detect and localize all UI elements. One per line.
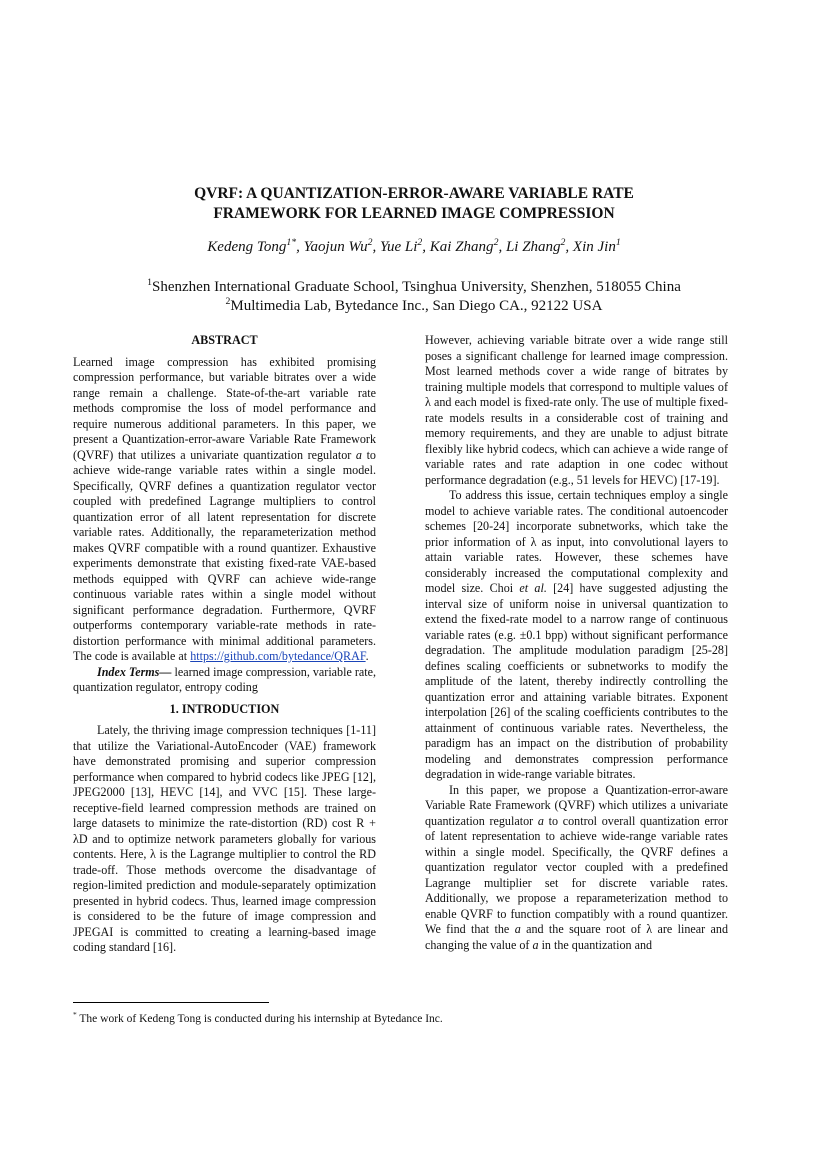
affiliation-2: $^2$Multimedia Lab, Bytedance Inc., San Diego CA., 92122 USA <box>225 296 603 314</box>
introduction-paragraph: Lately, the thriving image compression techniques [1-11] that utilize the Variational-AutoEncoder (VAE) framework have demonstrated promising and superior compression performance when compared to hybrid codecs like JPEG [12], JPEG2000 [13], HEVC [14], and VVC [15]. These large-receptive-field learned compression methods are trained on large datasets to minimize the rate-distortion (RD) cost R + λD and to optimize network parameters globally for various contents. Here, λ is the Lagrange multiplier to control the RD trade-off. Those methods overcome the disadvantage of region-limited prediction and module-separately optimization presented in hybrid codecs. Thus, learned image compression is considered to be the future of image compression and JPEGAI is committed to creating a learning-based image coding standard [16]. <box>73 723 376 954</box>
affiliations <box>40 278 788 316</box>
right-paragraph-1: However, achieving variable bitrate over a wide range still poses a significant challenge for learned image compression. Most learned methods cover a wide range of bitrates by training multiple models that correspond to multiple values of λ and each model is fixed-rate only. The use of multiple fixed-rate models results in a considerable cost of training and memory requirements, and they are unable to adjust bitrate flexibly like hybrid codecs, which can achieve a wide range of variable rates and rate adaption in one codec without performance degradation (e.g., 51 levels for HEVC) [17-19]. <box>425 333 728 487</box>
right-paragraph-2: To address this issue, certain techniques employ a single model to achieve variable rates. The conditional autoencoder schemes [20-24] incorporate subnetworks, which take the prior information of λ as input, into convolutional layers to attain variable rates. However, these schemes have considerably increased the computational complexity and model size. Choi et al. [24] have suggested adjusting the interval size of uniform noise in universal quantization to extend the fixed-rate model to a narrow range of continuous variable rates (e.g. ±0.1 bpp) without significant performance degradation. The amplitude modulation paradigm [25-28] defines scaling coefficients or subnetworks to modify the amplitude of the latent, thereby indirectly controlling the quantization error and attaining variable bitrates. Exponent interpolation [26] of the scaling coefficients contributes to the attainment of continuous variable rates. Nevertheless, the paradigm has an impact on the distribution of probability modeling and demonstrates compression performance degradation in wide-range variable bitrates. <box>425 488 729 781</box>
author: Li Zhang$^2$ <box>505 237 566 255</box>
author: Kedeng Tong$^{1*}$ <box>207 237 297 255</box>
author: Xin Jin$^1$ <box>572 237 621 255</box>
author-list: Kedeng Tong$^{1*}$, Yaojun Wu$^2$, Yue Li$^2$, Kai Zhang$^2$, Li Zhang$^2$, Xin Jin$^1$ <box>207 237 621 255</box>
left-column <box>73 333 376 956</box>
author: Kai Zhang$^2$ <box>429 237 499 255</box>
author: Yaojun Wu$^2$ <box>303 237 373 255</box>
abstract-heading: ABSTRACT <box>191 333 258 347</box>
title-line-1: QVRF: A QUANTIZATION-ERROR-AWARE VARIABLE RATE <box>194 185 634 202</box>
right-paragraph-3: In this paper, we propose a Quantization-error-aware Variable Rate Framework (QVRF) which utilizes a univariate quantization regulator a to control overall quantization error of latent representation to achieve wide-range variable rates within a single model. Specifically, the QVRF defines a quantization regulator vector coupled with a predefined Lagrange multiplier set for discrete variable rates. Additionally, we propose a reparameterization method to enable QVRF to function compatibly with a round quantizer. We find that the a and the square root of λ are linear and changing the value of a in the quantization and <box>425 782 729 952</box>
right-column <box>425 333 728 953</box>
abstract-text: Learned image compression has exhibited promising compression performance, but variable bitrates over a wide range remain a challenge. State-of-the-art variable rate methods compromise the loss of model performance and require numerous additional parameters. In this paper, we present a Quantization-error-aware Variable Rate Framework (QVRF) that utilizes a univariate quantization regulator a to achieve wide-range variable rates within a single model. Specifically, QVRF defines a quantization regulator vector coupled with predefined Lagrange multipliers to control quantization error of all latent representation for discrete variable rates. Additionally, the reparameterization method makes QVRF compatible with a round quantizer. Exhaustive experiments demonstrate that existing fixed-rate VAE-based methods equipped with QVRF can achieve wide-range continuous variable rates within a single model without significant performance degradation. Furthermore, QVRF outperforms contemporary variable-rate methods in rate-distortion performance with minimal additional parameters. The code is available at https://github.com/bytedance/QRAF. <box>73 354 376 663</box>
index-terms: Index Terms— learned image compression, variable rate, quantization regulator, entropy coding <box>73 664 376 694</box>
footnote-divider <box>73 1002 269 1003</box>
author: Yue Li$^2$ <box>380 237 423 255</box>
footnote: * The work of Kedeng Tong is conducted during his internship at Bytedance Inc. <box>73 1010 443 1025</box>
paper-title <box>80 184 748 224</box>
title-line-2: FRAMEWORK FOR LEARNED IMAGE COMPRESSION <box>213 205 615 222</box>
introduction-heading: 1. INTRODUCTION <box>169 701 280 716</box>
code-link[interactable]: https://github.com/bytedance/QRAF <box>190 649 366 663</box>
affiliation-1: $^1$Shenzhen International Graduate School, Tsinghua University, Shenzhen, 518055 China <box>147 277 681 295</box>
